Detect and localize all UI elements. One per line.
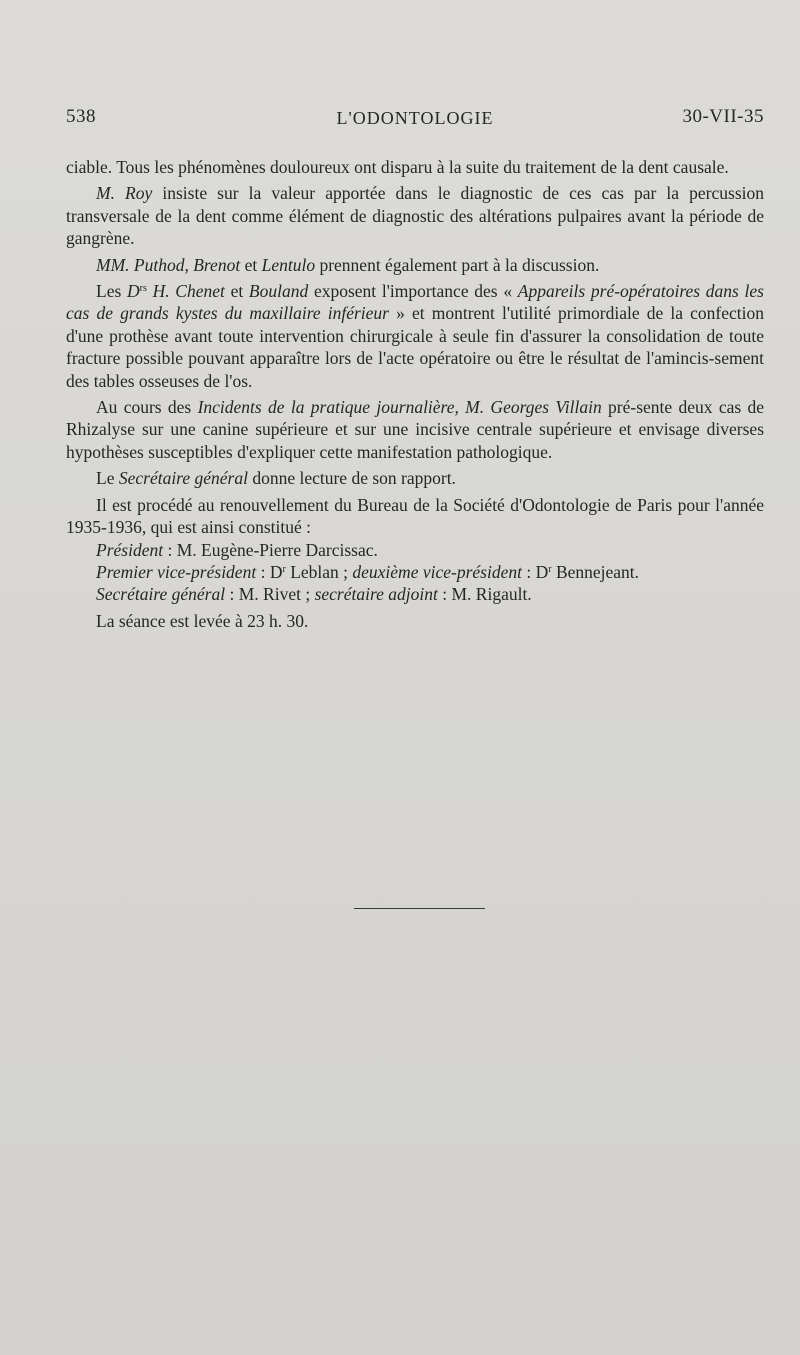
bureau-president: Président : M. Eugène-Pierre Darcissac. xyxy=(96,539,378,560)
bureau-vice-presidents: Premier vice-président : $D^r$ Leblan ; deuxième vice-président : $D^r$ Bennejeant. xyxy=(96,561,640,582)
issue-date: 30-VII-35 xyxy=(682,106,764,127)
article-body xyxy=(66,156,764,636)
page-number: 538 xyxy=(66,106,96,127)
paragraph-appareils: Les $D^{rs}$ H. Chenet et Bouland exposent l'importance des « Appareils pré-opératoires dans les cas de grands kystes du maxillaire inférieur » et montrent l'utilité primordiale de la confection d'une prothèse avant toute intervention chirurgicale à seule fin d'assurer la consolidation de toute fracture possible pouvant apparaître lors de l'acte opératoire ou être le résultat de l'amincis-sement des tables osseuses de l'os. xyxy=(66,281,764,391)
paragraph-secretaire: Le Secrétaire général donne lecture de son rapport. xyxy=(96,468,456,489)
paragraph-discussion: MM. Puthod, Brenot et Lentulo prennent également part à la discussion. xyxy=(96,254,600,275)
bureau-secretaries: Secrétaire général : M. Rivet ; secrétaire adjoint : M. Rigault. xyxy=(96,584,532,605)
journal-title: L'ODONTOLOGIE xyxy=(336,108,494,128)
paragraph-continuation: ciable. Tous les phénomènes douloureux ont disparu à la suite du traitement de la dent causale. xyxy=(66,157,729,177)
page-header xyxy=(66,106,764,136)
paragraph-bureau: Il est procédé au renouvellement du Bureau de la Société d'Odontologie de Paris pour l'année 1935-1936, qui est ainsi constitué : xyxy=(66,494,764,538)
section-divider xyxy=(354,908,485,909)
paragraph-closing: La séance est levée à 23 h. 30. xyxy=(96,610,309,631)
paragraph-incidents: Au cours des Incidents de la pratique journalière, M. Georges Villain pré-sente deux cas de Rhizalyse sur une canine supérieure et sur une incisive centrale supérieure et envisage diverses hypothèses susceptibles d'expliquer cette manifestation pathologique. xyxy=(66,397,764,462)
paragraph-roy: M. Roy insiste sur la valeur apportée dans le diagnostic de ces cas par la percussion transversale de la dent comme élément de diagnostic des altérations pulpaires avant la période de gangrène. xyxy=(66,183,764,249)
